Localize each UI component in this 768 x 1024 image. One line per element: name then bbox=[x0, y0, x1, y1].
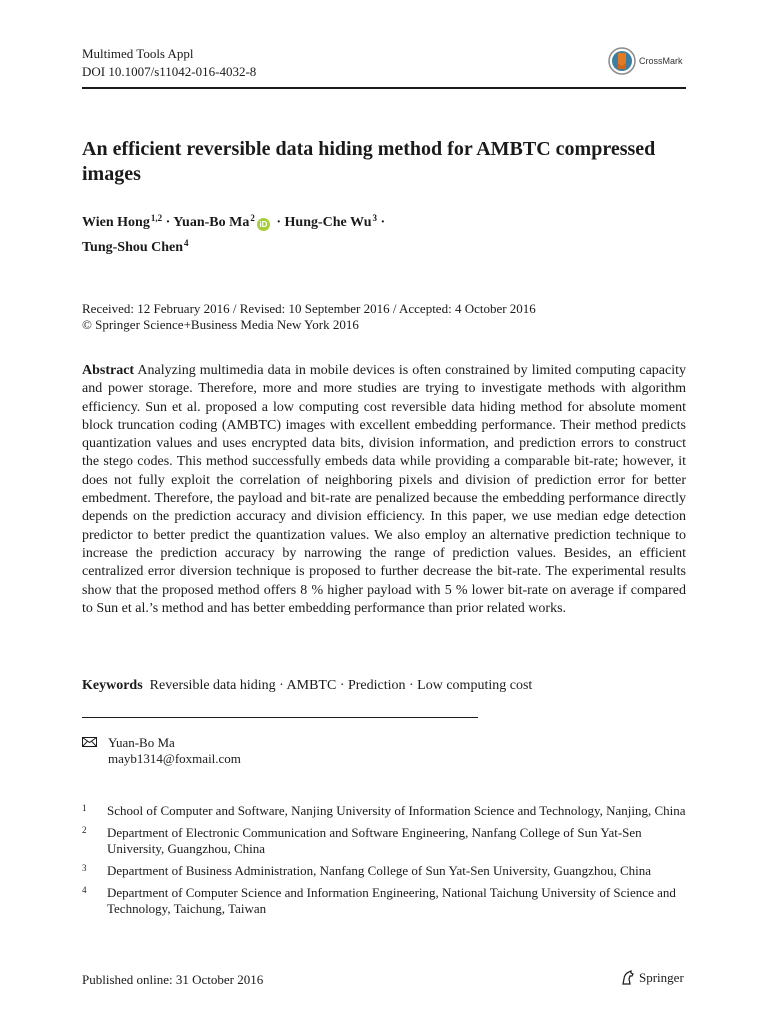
affiliation-text: School of Computer and Software, Nanjing University of Information Science and Technology, Nanjing, China bbox=[107, 803, 686, 818]
affiliation-item bbox=[82, 885, 686, 917]
published-date: Published online: 31 October 2016 bbox=[82, 972, 264, 987]
author-affil-ref: 4 bbox=[184, 238, 189, 248]
affiliation-item bbox=[82, 803, 686, 819]
author-affil-ref: 3 bbox=[372, 213, 378, 223]
keywords-label: Keywords bbox=[82, 678, 143, 693]
orcid-icon[interactable]: iD bbox=[257, 218, 270, 231]
header-rule bbox=[82, 87, 686, 89]
affiliation-text: Department of Computer Science and Information Engineering, National Taichung University of Science and Technology, Taichung, Taiwan bbox=[107, 885, 676, 916]
crossmark-label: CrossMark bbox=[639, 56, 683, 66]
author-affil-ref: 2 bbox=[250, 213, 255, 223]
paper-title: An efficient reversible data hiding method for AMBTC compressed images bbox=[82, 138, 656, 185]
keywords bbox=[82, 677, 532, 695]
copyright-line: © Springer Science+Business Media New York 2016 bbox=[82, 317, 359, 332]
affiliation-text: Department of Electronic Communication and Software Engineering, Nanfang College of Sun Yat-Sen University, Guangzhou, China bbox=[107, 825, 642, 856]
author-name: Tung-Shou Chen bbox=[82, 240, 184, 255]
article-history bbox=[82, 301, 536, 333]
publisher-logo bbox=[620, 970, 684, 986]
affiliation-item bbox=[82, 825, 686, 857]
contact-email[interactable]: mayb1314@foxmail.com bbox=[108, 751, 241, 766]
affiliation-number: 3 bbox=[82, 863, 87, 873]
publisher-name: Springer bbox=[639, 970, 684, 985]
affiliation-text: Department of Business Administration, Nanfang College of Sun Yat-Sen University, Guangzhou, China bbox=[107, 863, 652, 878]
affiliation-number: 2 bbox=[82, 825, 87, 835]
affiliation-number: 4 bbox=[82, 885, 87, 895]
abstract-label: Abstract bbox=[82, 363, 135, 378]
author-name: Wien Hong bbox=[82, 215, 150, 230]
crossmark-icon bbox=[608, 47, 636, 75]
doi[interactable]: DOI 10.1007/s11042-016-4032-8 bbox=[82, 64, 257, 79]
author-affil-ref: 1,2 bbox=[150, 213, 163, 223]
keywords-text: Reversible data hiding · AMBTC · Prediction · Low computing cost bbox=[149, 678, 533, 693]
journal-name: Multimed Tools Appl bbox=[82, 46, 194, 61]
author-list: Wien Hong$^{1,2}$ · Yuan-Bo $Ma^2iD$ · Hung-Che $Wu^3$ · Tung-Shou Chen$^4$ bbox=[82, 213, 386, 255]
crossmark-badge[interactable] bbox=[608, 47, 683, 75]
abstract bbox=[82, 362, 686, 618]
author-name: Hung-Che Wu bbox=[284, 215, 372, 230]
abstract-text: Analyzing multimedia data in mobile devices is often constrained by limited computing capacity and power storage. Therefore, more and more studies are trying to investigate methods with algorithm efficiency. Sun et al. proposed a low computing cost reversible data hiding method for absolute moment block truncation coding (AMBTC) images with excellent embedding performance. Their method predicts quantization values and uses encrypted data bits, division information, and prediction errors to construct the stego codes. This method successfully embeds data while providing a comparable bit-rate; however, it does not fully exploit the correlation of neighboring pixels and division of prediction error for better embedment. Therefore, the payload and bit-rate are penalized because the embedding performance directly depends on the prediction accuracy and division efficiency. In this paper, we use median edge detection predictor to better predict the quantization values. We also employ an alternative prediction technique to increase the prediction accuracy by narrowing the range of prediction values. Besides, an efficient centralized error diversion technique is proposed to further decrease the bit-rate. The experimental results show that the proposed method offers 8 % higher payload with 5 % lower bit-rate on average if compared to Sun et al.’s method and has better embedding performance than prior related works. bbox=[82, 363, 686, 616]
author-name: Yuan-Bo Ma bbox=[173, 215, 250, 230]
corresponding-author bbox=[82, 735, 241, 767]
journal-header bbox=[82, 45, 256, 81]
affiliation-number: 1 bbox=[82, 803, 87, 813]
contact-name: Yuan-Bo Ma bbox=[108, 735, 175, 750]
affiliation-item bbox=[82, 863, 686, 879]
envelope-icon bbox=[82, 737, 97, 747]
affiliations bbox=[82, 803, 686, 923]
history-dates: Received: 12 February 2016 / Revised: 10 September 2016 / Accepted: 4 October 2016 bbox=[82, 301, 536, 316]
footnote-rule bbox=[82, 717, 478, 718]
springer-horse-icon bbox=[620, 970, 636, 986]
